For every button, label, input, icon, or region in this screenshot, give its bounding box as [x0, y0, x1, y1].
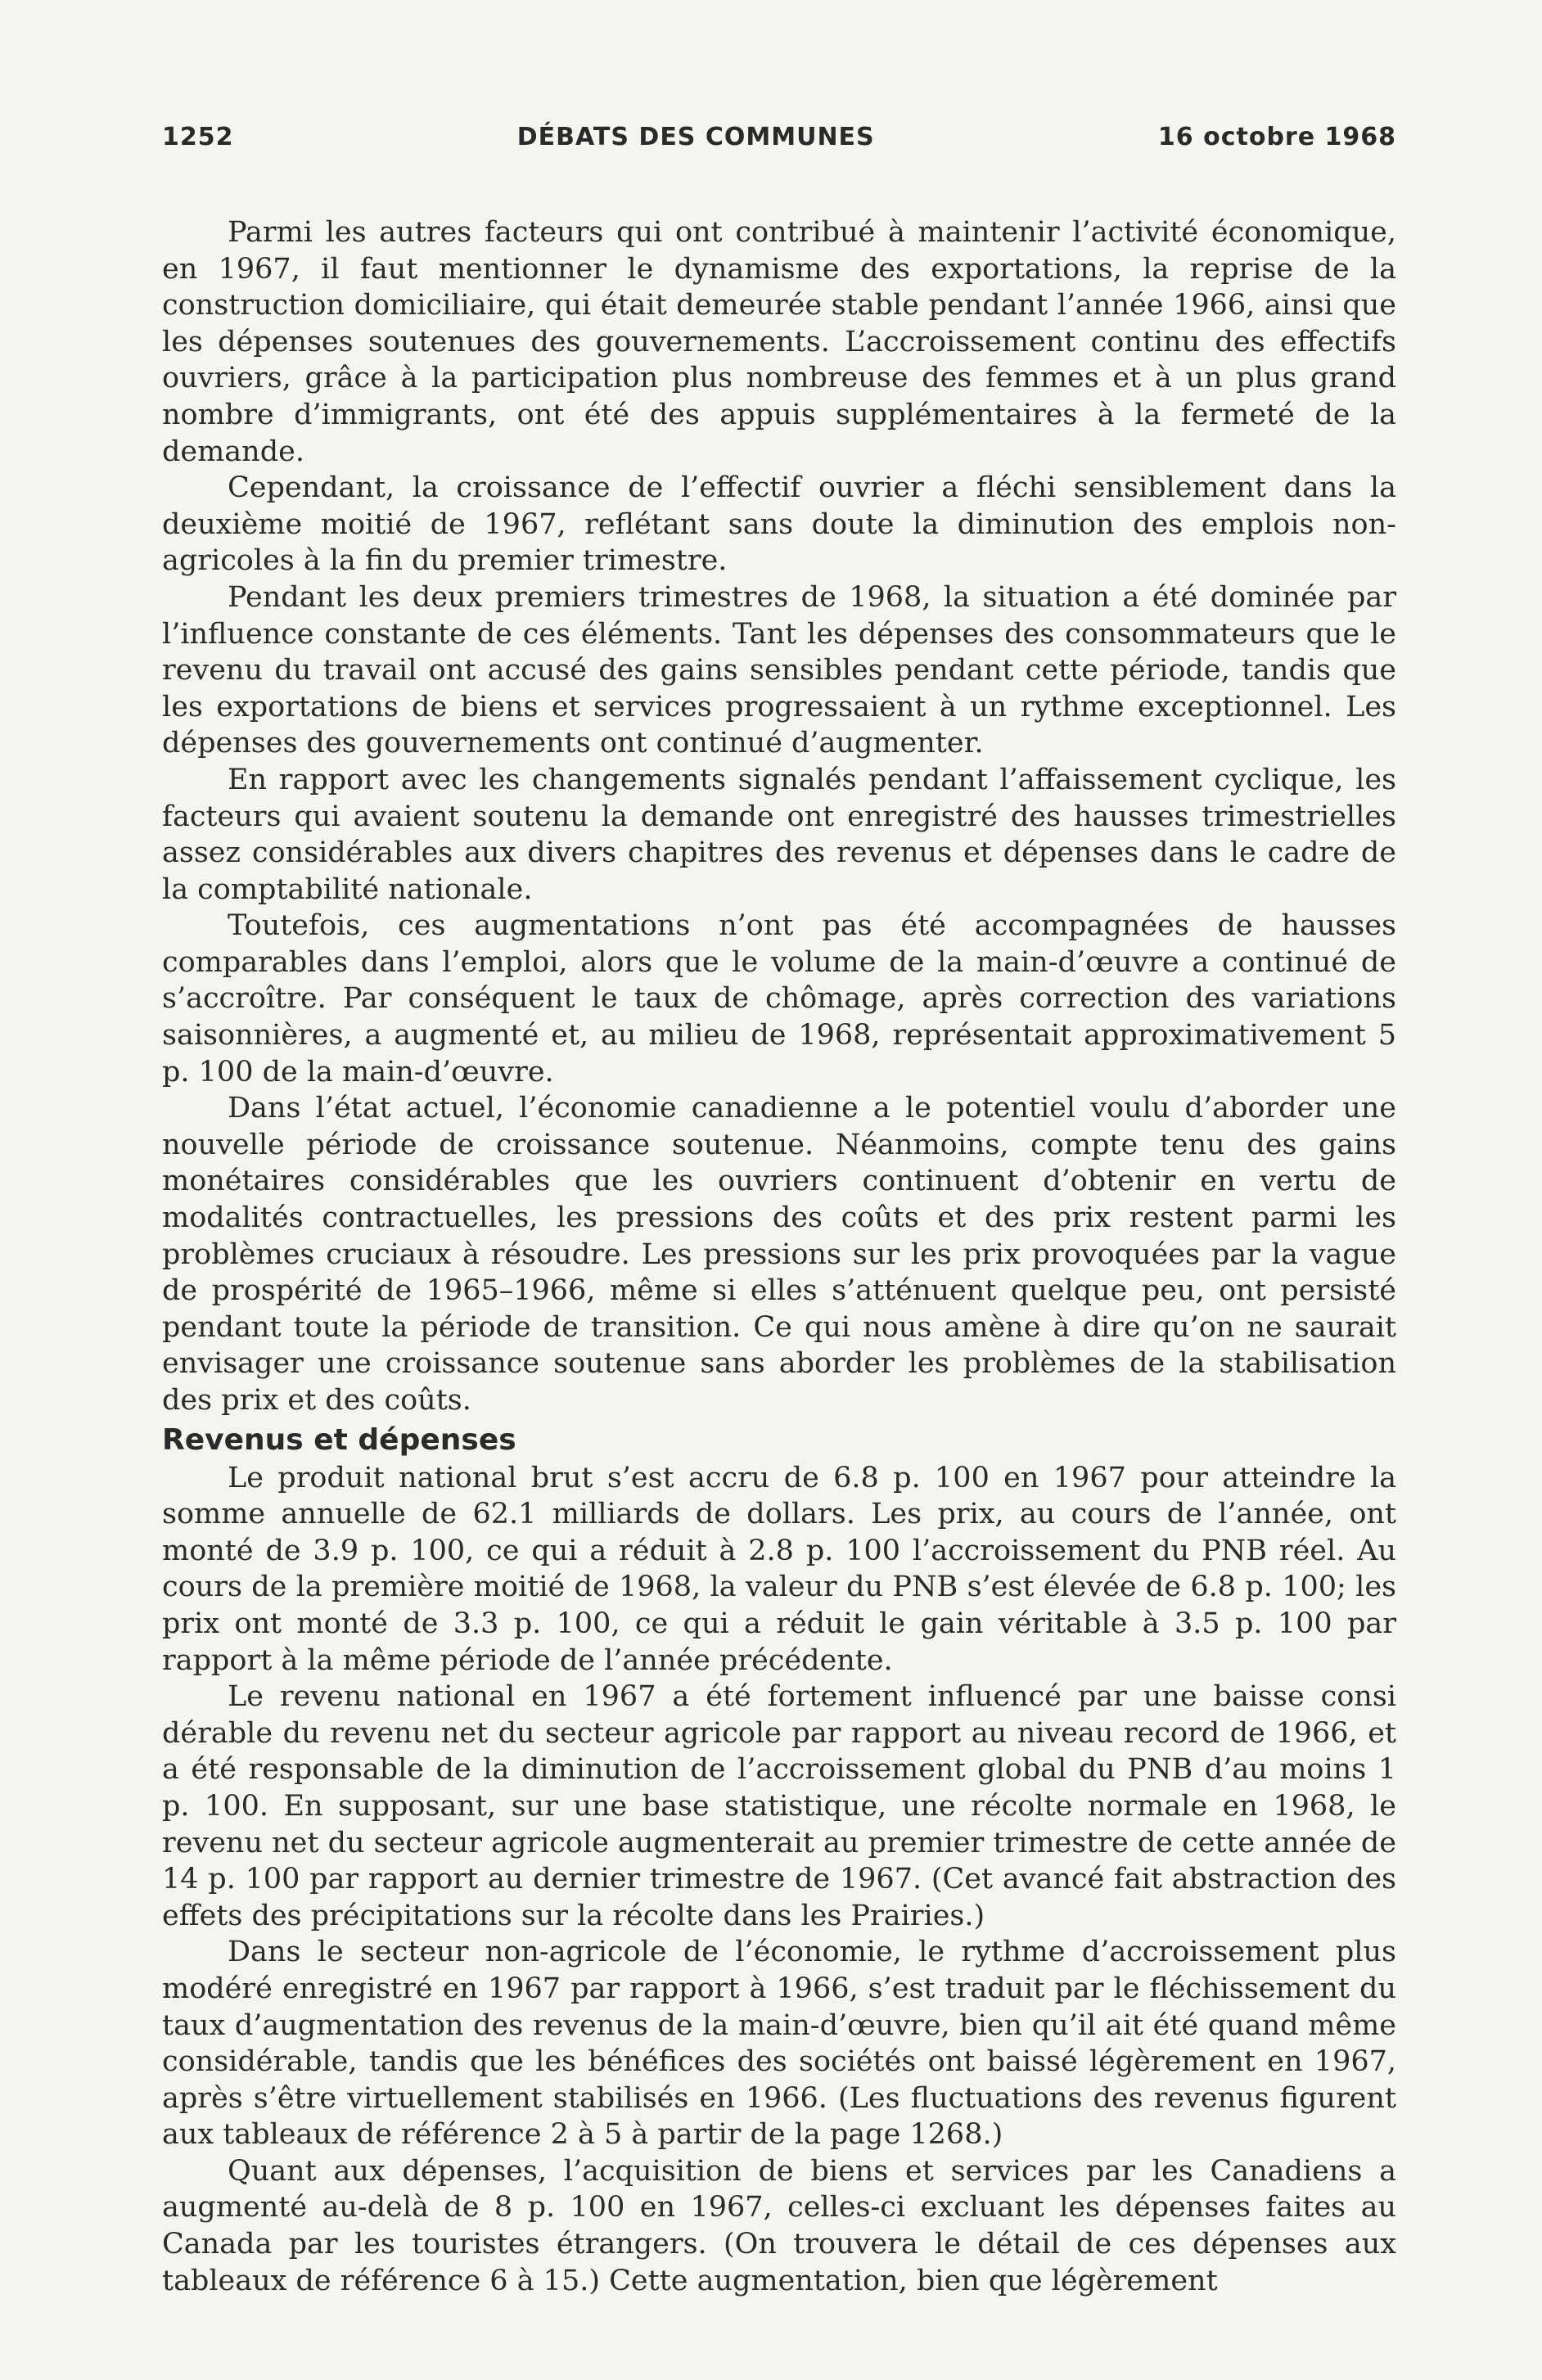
running-header	[162, 123, 1396, 165]
paragraph: Parmi les autres facteurs qui ont contribué à maintenir l’activité économique, en 1967, il faut mentionner le dynamisme des exportations, la reprise de la construction domiciliaire, qui était demeurée stable pendant l’année 1966, ainsi que les dépenses soutenues des gouvernements. L’accroissement continu des effectifs ouvriers, grâce à la participation plus nombreuse des femmes et à un plus grand nombre d’immigrants, ont été des appuis supplémentaires à la fermeté de la demande.	[162, 216, 1396, 468]
publication-date: 16 octobre 1968	[1157, 123, 1396, 151]
section-heading: Revenus et dépenses	[162, 1422, 516, 1457]
paragraph: Quant aux dépenses, l’acquisition de biens et services par les Canadiens a augmenté au-delà de 8 p. 100 en 1967, celles-ci excluant les dépenses faites au Canada par les touristes étrangers. (On trouvera le détail de ces dépenses aux tableaux de référence 6 à 15.) Cette augmentation, bien que légèrement	[162, 2154, 1396, 2297]
publication-title: DÉBATS DES COMMUNES	[516, 123, 875, 151]
paragraph: Toutefois, ces augmentations n’ont pas été accompagnées de hausses comparables dans l’emploi, alors que le volume de la main-d’œuvre a continué de s’accroître. Par conséquent le taux de chômage, après correction des variations saisonnières, a augmenté et, au milieu de 1968, représentait approximativement 5 p. 100 de la main-d’œuvre.	[162, 909, 1396, 1089]
paragraph: Pendant les deux premiers trimestres de 1968, la situation a été dominée par l’influence constante de ces éléments. Tant les dépenses des consommateurs que le revenu du travail ont accusé des gains sensibles pendant cette période, tandis que les exportations de biens et services progressaient à un rythme exceptionnel. Les dépenses des gouvernements ont continué d’augmenter.	[162, 580, 1396, 760]
page-number: 1252	[162, 123, 234, 151]
document-page	[162, 123, 1396, 2299]
paragraph: Le revenu national en 1967 a été fortement influencé par une baisse consi dérable du revenu net du secteur agricole par rapport au niveau record de 1966, et a été responsable de la diminution de l’accroissement global du PNB d’au moins 1 p. 100. En supposant, sur une base statistique, une récolte normale en 1968, le revenu net du secteur agricole augmenterait au premier trimestre de cette année de 14 p. 100 par rapport au dernier trimestre de 1967. (Cet avancé fait abstraction des effets des précipitations sur la récolte dans les Prairies.)	[162, 1680, 1396, 1932]
paragraph: Le produit national brut s’est accru de 6.8 p. 100 en 1967 pour atteindre la somme annuelle de 62.1 milliards de dollars. Les prix, au cours de l’année, ont monté de 3.9 p. 100, ce qui a réduit à 2.8 p. 100 l’accroissement du PNB réel. Au cours de la première moitié de 1968, la valeur du PNB s’est élevée de 6.8 p. 100; les prix ont monté de 3.3 p. 100, ce qui a réduit le gain véritable à 3.5 p. 100 par rapport à la même période de l’année précédente.	[162, 1461, 1396, 1677]
paragraph: Cependant, la croissance de l’effectif ouvrier a fléchi sensiblement dans la deuxième moitié de 1967, reflétant sans doute la diminution des emplois non-agricoles à la fin du premier trimestre.	[162, 471, 1396, 578]
body-text	[162, 214, 1396, 2299]
paragraph: Dans l’état actuel, l’économie canadienne a le potentiel voulu d’aborder une nouvelle période de croissance soutenue. Néanmoins, compte tenu des gains monétaires considérables que les ouvriers continuent d’obtenir en vertu de modalités contractuelles, les pressions des coûts et des prix restent parmi les problèmes cruciaux à résoudre. Les pressions sur les prix provoquées par la vague de prospérité de 1965–1966, même si elles s’atténuent quelque peu, ont persisté pendant toute la période de transition. Ce qui nous amène à dire qu’on ne saurait envisager une croissance soutenue sans aborder les problèmes de la stabilisation des prix et des coûts.	[162, 1092, 1396, 1417]
paragraph: Dans le secteur non-agricole de l’économie, le rythme d’accroissement plus modéré enregistré en 1967 par rapport à 1966, s’est traduit par le fléchissement du taux d’augmentation des revenus de la main-d’œuvre, bien qu’il ait été quand même considérable, tandis que les bénéfices des sociétés ont baissé légèrement en 1967, après s’être virtuellement stabilisés en 1966. (Les fluctuations des revenus figurent aux tableaux de référence 2 à 5 à partir de la page 1268.)	[162, 1936, 1396, 2152]
paragraph: En rapport avec les changements signalés pendant l’affaissement cyclique, les facteurs qui avaient soutenu la demande ont enregistré des hausses trimestrielles assez considérables aux divers chapitres des revenus et dépenses dans le cadre de la comptabilité nationale.	[162, 763, 1396, 906]
